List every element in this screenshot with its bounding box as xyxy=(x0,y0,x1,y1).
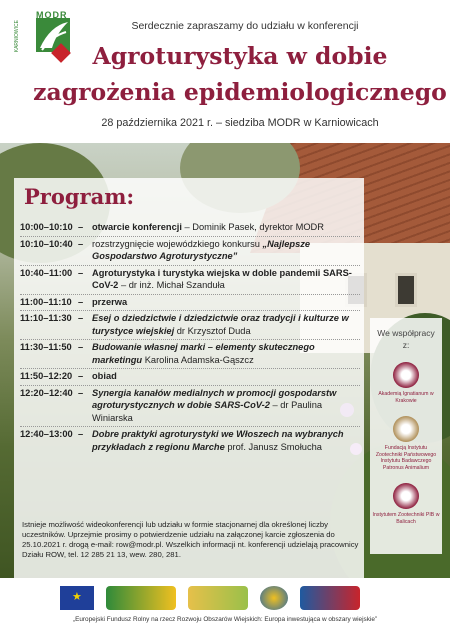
title-line-2: zagrożenia epidemiologicznego xyxy=(33,78,447,106)
program-dash: – xyxy=(78,222,84,232)
program-text: dr Krzysztof Duda xyxy=(174,325,251,336)
program-time: 10:10–10:40 xyxy=(20,238,73,249)
program-text: – dr inż. Michał Szanduła xyxy=(118,280,225,290)
program-text: Karolina Adamska-Gąszcz xyxy=(142,354,254,365)
partner-name: Akademią Ignatianum w Krakowie xyxy=(378,391,434,404)
program-text: „Najlepsze Gospodarstwo Agroturystyczne” xyxy=(92,238,311,261)
date-location: 28 października 2021 r. – siedziba MODR w Karniowicach xyxy=(101,117,379,129)
program-content xyxy=(92,221,360,234)
program-row xyxy=(20,369,360,386)
program-text: – Dominik Pasek, dyrektor MODR xyxy=(181,222,324,232)
program-dash: – xyxy=(78,296,84,307)
eu-flag-icon xyxy=(60,586,94,610)
program-content xyxy=(92,296,360,309)
program-dash: – xyxy=(78,267,84,278)
program-text: obiad xyxy=(92,371,117,381)
program-time: 12:20–12:40 xyxy=(20,387,73,398)
partners-box xyxy=(370,318,442,554)
program-content xyxy=(92,370,360,383)
program-text: rozstrzygnięcie wojewódzkiego konkursu xyxy=(92,238,263,249)
program-text: Dobre praktyki agroturystyki we Włoszech na wybranych przykładach z regionu Marche xyxy=(92,429,344,452)
program-row xyxy=(20,266,360,295)
prow-logo xyxy=(106,586,176,610)
program-row xyxy=(20,340,360,369)
program-time: 12:40–13:00 xyxy=(20,429,73,439)
invite-text: Serdecznie zapraszamy do udziału w konferencji xyxy=(131,20,359,32)
program-row xyxy=(20,237,360,266)
partner-logo xyxy=(393,416,419,442)
program-dash: – xyxy=(78,342,84,352)
program-row xyxy=(20,295,360,312)
program-row xyxy=(20,386,360,428)
program-time: 11:00–11:10 xyxy=(20,296,72,307)
program-text: otwarcie konferencji xyxy=(92,222,182,232)
malopolska-logo xyxy=(300,586,360,610)
program-time: 10:40–11:00 xyxy=(20,267,73,278)
title-line-1: Agroturystyka w dobie xyxy=(92,42,388,70)
program-dash: – xyxy=(78,429,84,439)
program-row xyxy=(20,311,360,340)
program-text: Synergia kanałów medialnych w promocji gospodarstw agroturystycznych w dobie SARS-CoV-2 xyxy=(92,387,337,410)
program-dash: – xyxy=(78,238,84,249)
partner-logo xyxy=(393,483,419,509)
partner-name: Instytutem Zootechniki PIB w Balicach xyxy=(372,512,440,525)
program-time: 11:30–11:50 xyxy=(20,342,72,352)
footer-logos xyxy=(60,584,390,612)
program-text: – dr Paulina Winiarska xyxy=(92,400,323,423)
program-content xyxy=(92,387,360,425)
partner-name: Fundacją Instytutu Zootechniki Państwowego Instytutu Badawczego Patronus Animalium xyxy=(375,445,437,471)
program-row xyxy=(20,220,360,237)
prow-2014-logo xyxy=(260,586,288,610)
program-text: Agroturystyka i turystyka wiejska w doble pandemii SARS-CoV-2 xyxy=(92,267,352,290)
program-dash: – xyxy=(78,313,84,323)
ksow-logo xyxy=(188,586,248,610)
program-content xyxy=(92,238,360,263)
program-dash: – xyxy=(78,387,84,398)
partners-z: z: xyxy=(402,340,410,350)
program-text: Esej o dziedzictwie i dziedzictwie oraz tradycji i kulturze w turystyce wiejskiej xyxy=(92,313,349,336)
program-time: 11:50–12:20 xyxy=(20,371,73,381)
logo-text: MODR xyxy=(36,10,68,20)
program-time: 10:00–10:10 xyxy=(20,222,73,232)
partner-logo xyxy=(393,362,419,388)
partners-heading: We współpracy xyxy=(377,328,435,338)
program-time: 11:10–11:30 xyxy=(20,313,72,323)
program-content xyxy=(92,341,360,366)
program-title: Program: xyxy=(24,184,135,209)
program-row xyxy=(20,427,360,455)
participation-note: Istnieje możliwość wideokonferencji lub udziału w formie stacjonarnej dla określonej liczby uczestników. Uprzejmie prosimy o potwierdzenie udziału na załączonej karcie zgłoszenia do 25.10.2021 r. drogą e-mail: row@modr.pl. Wszelkich informacji nt. konferencji udzielają pracownicy Działu ROW, tel. 12 285 21 13, wew. 280, 281. xyxy=(22,520,359,559)
program-content xyxy=(92,312,360,337)
program-content xyxy=(92,267,360,292)
footer-note: „Europejski Fundusz Rolny na rzecz Rozwoju Obszarów Wiejskich: Europa inwestująca w obszary wiejskie” xyxy=(72,616,378,623)
program-content xyxy=(92,428,360,453)
program-dash: – xyxy=(78,371,84,381)
program-list xyxy=(20,220,360,455)
program-text: prof. Janusz Smołucha xyxy=(224,441,322,452)
program-text: przerwa xyxy=(92,296,128,307)
logo-side-text: KARNIOWICE xyxy=(14,20,20,53)
program-text: Budowanie własnej marki – elementy skutecznego marketingu xyxy=(92,342,315,365)
